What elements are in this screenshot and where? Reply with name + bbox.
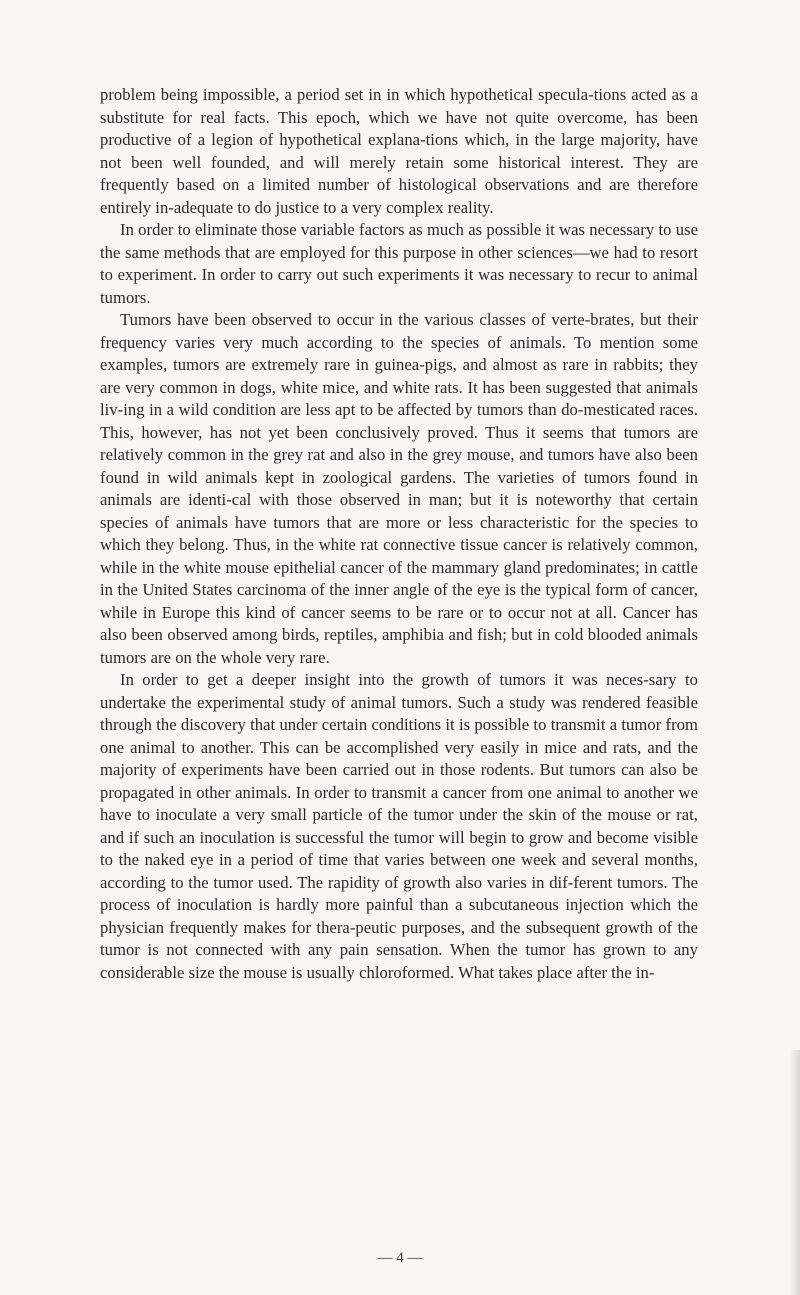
- paragraph-4: In order to get a deeper insight into the growth of tumors it was neces-sary to undertake the experimental study of animal tumors. Such a study was rendered feasible through the discovery that under certain conditions it is possible to transmit a tumor from one animal to another. This can be accomplished very easily in mice and rats, and the majority of experiments have been carried out in those rodents. But tumors can also be propagated in other animals. In order to transmit a cancer from one animal to another we have to inoculate a very small particle of the tumor under the skin of the mouse or rat, and if such an inoculation is successful the tumor will begin to grow and become visible to the naked eye in a period of time that varies between one week and several months, according to the tumor used. The rapidity of growth also varies in dif-ferent tumors. The process of inoculation is hardly more painful than a subcutaneous injection which the physician frequently makes for thera-peutic purposes, and the subsequent growth of the tumor is not connected with any pain sensation. When the tumor has grown to any considerable size the mouse is usually chloroformed. What takes place after the in-: [100, 670, 698, 982]
- paragraph-1: problem being impossible, a period set in in which hypothetical specula-tions acted as a substitute for real facts. This epoch, which we have not quite overcome, has been productive of a legion of hypothetical explana-tions which, in the large majority, have not been well founded, and will merely retain some historical interest. They are frequently based on a limited number of histological observations and are therefore entirely in-adequate to do justice to a very complex reality.: [100, 85, 698, 217]
- page-body: [100, 84, 698, 984]
- page-edge-shadow: [790, 1050, 800, 1295]
- page-number: — 4 —: [377, 1250, 423, 1266]
- paragraph-2: In order to eliminate those variable factors as much as possible it was necessary to use the same methods that are employed for this purpose in other sciences—we had to resort to experiment. In order to carry out such experiments it was necessary to recur to animal tumors.: [100, 220, 698, 307]
- paragraph-3: Tumors have been observed to occur in the various classes of verte-brates, but their frequency varies very much according to the species of animals. To mention some examples, tumors are extremely rare in guinea-pigs, and almost as rare in rabbits; they are very common in dogs, white mice, and white rats. It has been suggested that animals liv-ing in a wild condition are less apt to be affected by tumors than do-mesticated races. This, however, has not yet been conclusively proved. Thus it seems that tumors are relatively common in the grey rat and also in the grey mouse, and tumors have also been found in wild animals kept in zoological gardens. The varieties of tumors found in animals are identi-cal with those observed in man; but it is noteworthy that certain species of animals have tumors that are more or less characteristic for the species to which they belong. Thus, in the white rat connective tissue cancer is relatively common, while in the white mouse epithelial cancer of the mammary gland predominates; in cattle in the United States carcinoma of the inner angle of the eye is the typical form of cancer, while in Europe this kind of cancer seems to be rare or to occur not at all. Cancer has also been observed among birds, reptiles, amphibia and fish; but in cold blooded animals tumors are on the whole very rare.: [100, 310, 698, 667]
